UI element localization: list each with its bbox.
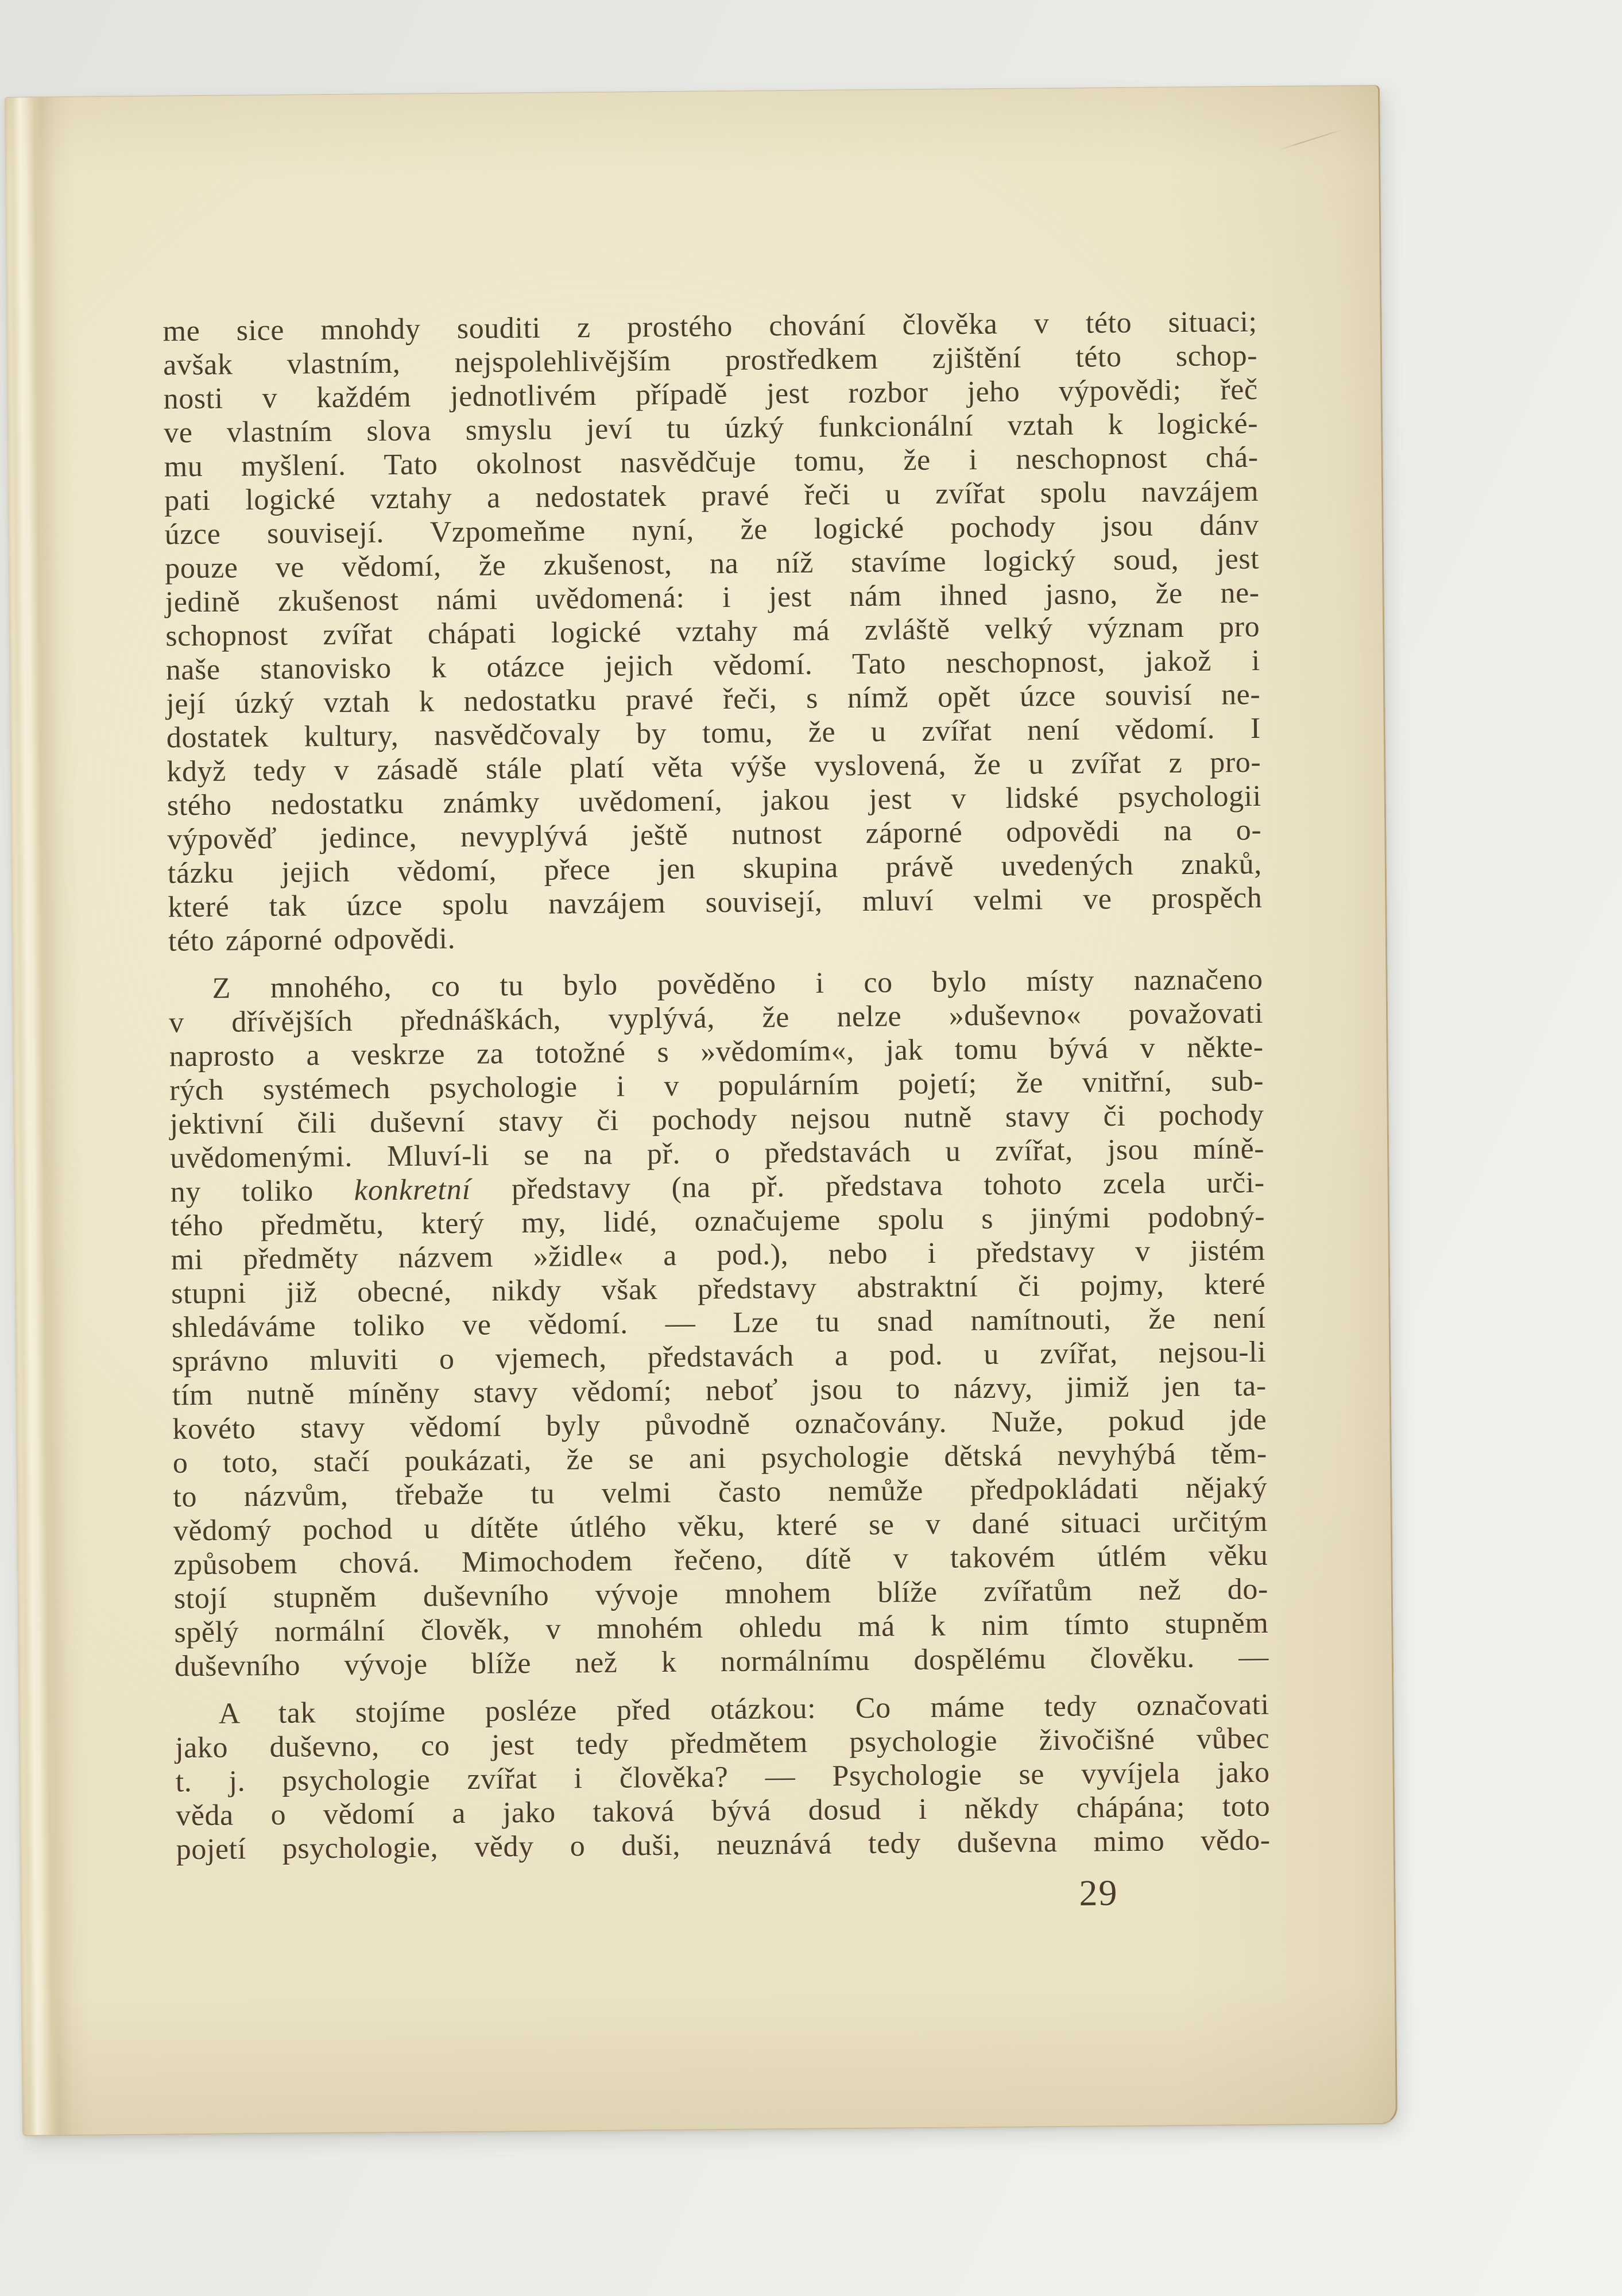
text-line: této záporné odpovědi. (168, 922, 456, 958)
text-line: to názvům, třebaže tu velmi často nemůže předpokládati nějaký (173, 1471, 1268, 1514)
text-line: rých systémech psychologie i v populárním pojetí; že vnitřní, sub- (169, 1064, 1264, 1107)
text-line: t. j. psychologie zvířat i člověka? — Psychologie se vyvíjela jako (175, 1756, 1270, 1799)
text-line: pouze ve vědomí, že zkušenost, na níž stavíme logický soud, jest (165, 542, 1260, 585)
text-line: avšak vlastním, nejspolehlivějším prostředkem zjištění této schop- (162, 339, 1258, 382)
text-line: naše stanovisko k otázce jejich vědomí. Tato neschopnost, jakož i (165, 644, 1260, 687)
text-line: jedině zkušenost námi uvědomená: i jest nám ihned jasno, že ne- (165, 576, 1260, 619)
text-line: když tedy v zásadě stále platí věta výše vyslovená, že u zvířat z pro- (167, 745, 1261, 788)
text-block (162, 305, 1271, 1920)
text-line: správno mluviti o vjemech, představách a pod. u zvířat, nejsou-li (172, 1335, 1267, 1378)
text-line: úzce souvisejí. Vzpomeňme nyní, že logické pochody jsou dánv (164, 508, 1259, 551)
page-number: 29 (1079, 1872, 1118, 1914)
text-line: nosti v každém jednotlivém případě jest rozbor jeho výpovědi; řeč (163, 373, 1258, 416)
text-line: me sice mnohdy souditi z prostého chování člověka v této situaci; (162, 305, 1257, 348)
text-line: spělý normální člověk, v mnohém ohledu má k nim tímto stupněm (174, 1606, 1269, 1649)
text-line: které tak úzce spolu navzájem souvisejí, mluví velmi ve prospěch (168, 881, 1263, 924)
text-line: schopnost zvířat chápati logické vztahy má zvláště velký význam pro (165, 610, 1260, 653)
paragraph (162, 305, 1263, 958)
text-line: kovéto stavy vědomí byly původně označovány. Nuže, pokud jde (172, 1403, 1267, 1446)
text-line: vědomý pochod u dítěte útlého věku, které se v dané situaci určitým (173, 1505, 1268, 1548)
text-line: Z mnohého, co tu bylo pověděno i co bylo místy naznačeno (212, 963, 1263, 1005)
text-line: mu myšlení. Tato okolnost nasvědčuje tomu, že i neschopnost chá- (164, 440, 1259, 484)
text-line: shledáváme toliko ve vědomí. — Lze tu snad namítnouti, že není (171, 1301, 1266, 1344)
text-line: A tak stojíme posléze před otázkou: Co máme tedy označovati (218, 1688, 1269, 1730)
text-line: stojí stupněm duševního vývoje mnohem blíže zvířatům než do- (173, 1572, 1269, 1615)
text-line: v dřívějších přednáškách, vyplývá, že nelze »duševno« považovati (168, 996, 1264, 1039)
text-line: jako duševno, co jest tedy předmětem psychologie živočišné vůbec (175, 1722, 1270, 1765)
book-page (5, 85, 1398, 2136)
text-line: pati logické vztahy a nedostatek pravé řeči u zvířat spolu navzájem (164, 474, 1259, 517)
text-line: tázku jejich vědomí, přece jen skupina právě uvedených znaků, (167, 847, 1263, 890)
text-line: tého předmětu, který my, lidé, označujeme spolu s jinými podobný- (171, 1200, 1265, 1243)
text-line: tím nutně míněny stavy vědomí; neboť jsou to názvy, jimiž jen ta- (172, 1369, 1267, 1412)
text-line: mi předměty názvem »židle« a pod.), nebo i představy v jistém (171, 1234, 1265, 1277)
paragraph (168, 963, 1269, 1684)
text-line: o toto, stačí poukázati, že se ani psychologie dětská nevyhýbá těm- (172, 1437, 1268, 1480)
text-line: pojetí psychologie, vědy o duši, neuznává tedy duševna mimo vědo- (176, 1823, 1271, 1866)
text-line: způsobem chová. Mimochodem řečeno, dítě v takovém útlém věku (173, 1539, 1268, 1582)
text-line: věda o vědomí a jako taková bývá dosud i někdy chápána; toto (175, 1789, 1271, 1833)
text-line: dostatek kultury, nasvědčovaly by tomu, že u zvířat není vědomí. I (166, 712, 1261, 755)
text-line: ve vlastním slova smyslu jeví tu úzký funkcionální vztah k logické- (163, 407, 1259, 450)
text-line: duševního vývoje blíže než k normálnímu dospělému člověku. — (174, 1640, 1269, 1683)
text-line: ny toliko konkretní představy (na př. představa tohoto zcela urči- (170, 1166, 1265, 1209)
text-line: jektivní čili duševní stavy či pochody nejsou nutně stavy či pochody (169, 1098, 1264, 1141)
text-line: její úzký vztah k nedostatku pravé řeči, s nímž opět úzce souvisí ne- (166, 678, 1261, 721)
text-line: výpověď jedince, nevyplývá ještě nutnost záporné odpovědi na o- (167, 813, 1262, 856)
text-line: stého nedostatku známky uvědomení, jakou jest v lidské psychologii (167, 779, 1262, 822)
text-line: stupni již obecné, nikdy však představy abstraktní či pojmy, které (171, 1267, 1266, 1311)
text-line: uvědomenými. Mluví-li se na př. o představách u zvířat, jsou míně- (169, 1132, 1265, 1175)
paragraph (175, 1688, 1271, 1867)
paper-crack-line (1279, 129, 1344, 150)
text-line: naprosto a veskrze za totožné s »vědomím«, jak tomu bývá v někte- (169, 1030, 1264, 1073)
